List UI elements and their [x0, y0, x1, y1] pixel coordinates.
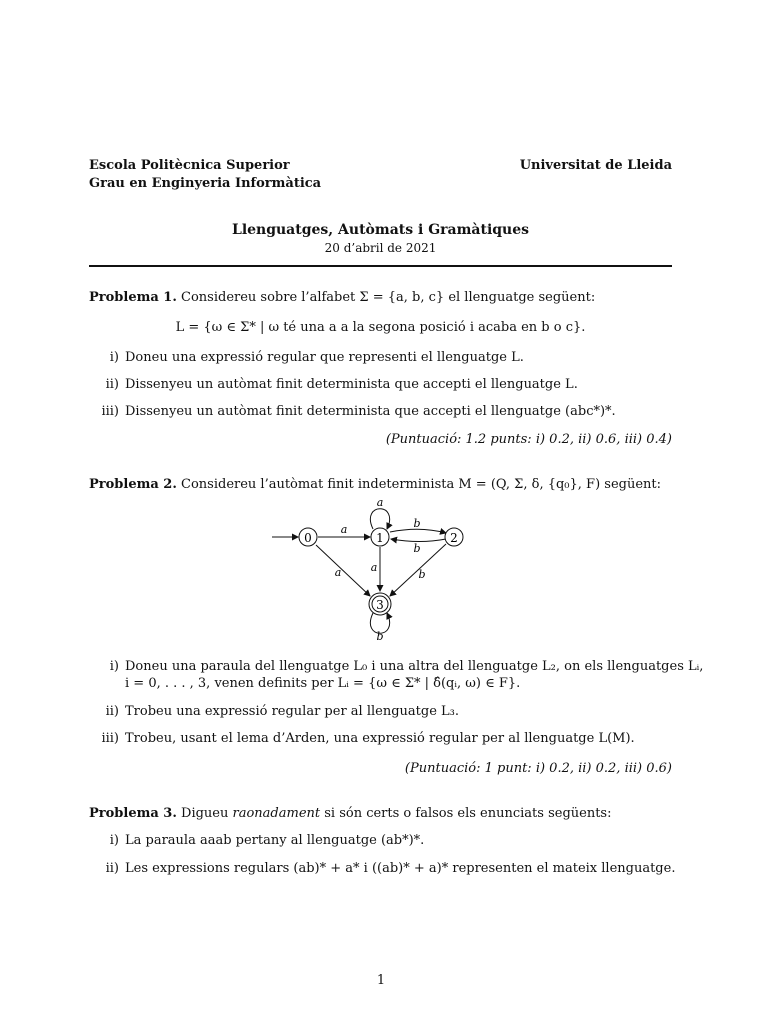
- p2-item-text: Trobeu una expressió regular per al llenguatge L₃.: [125, 704, 460, 719]
- edge-0-3: [316, 545, 370, 596]
- p2-item-text: Doneu una paraula del llenguatge L₀ i una altra del llenguatge L₂, on els llenguatges Lᵢ,: [125, 659, 704, 674]
- university-name: Universitat de Lleida: [519, 158, 672, 173]
- p2-item-num: i): [109, 659, 119, 674]
- p3-item-num: ii): [105, 861, 119, 876]
- problem3-statement: [89, 806, 612, 821]
- p2-item-text-cont: i = 0, . . . , 3, venen definits per Lᵢ = {ω ∈ Σ* | δ̂(qᵢ, ω) ∈ F}.: [125, 676, 521, 691]
- p1-item-text: Dissenyeu un autòmat finit determinista que accepti el llenguatge L.: [125, 377, 578, 392]
- p3-item-num: i): [109, 833, 119, 848]
- loop-1: [370, 509, 389, 529]
- edge-0-3-label: a: [334, 566, 342, 579]
- p3-item-text: La paraula aaab pertany al llenguatge (ab*)*.: [125, 833, 425, 848]
- problem3-intro-b: si són certs o falsos els enunciats següents:: [320, 806, 612, 821]
- course-title: Llenguatges, Autòmats i Gramàtiques: [231, 222, 530, 238]
- edge-2-1-label: b: [413, 542, 421, 555]
- automaton-diagram: [260, 492, 480, 647]
- problem1-intro: Considereu sobre l’alfabet Σ = {a, b, c} el llenguatge següent:: [181, 290, 596, 305]
- problem1-score: (Puntuació: 1.2 punts: i) 0.2, ii) 0.6, iii) 0.4): [385, 432, 672, 447]
- loop-1-label: a: [376, 496, 384, 509]
- problem2-label: Problema 2.: [89, 477, 177, 492]
- p1-item-text: Dissenyeu un autòmat finit determinista que accepti el llenguatge (abc*)*.: [125, 404, 616, 419]
- edge-2-3-label: b: [418, 568, 426, 581]
- state-3-label: 3: [376, 598, 384, 612]
- state-2-label: 2: [450, 531, 458, 545]
- p3-item-text: Les expressions regulars (ab)* + a* i ((ab)* + a)* representen el mateix llenguatge.: [125, 861, 676, 876]
- p1-item-text: Doneu una expressió regular que representi el llenguatge L.: [125, 350, 524, 365]
- problem1-statement: [89, 290, 595, 305]
- problem1-formula: L = {ω ∈ Σ* | ω té una a a la segona posició i acaba en b o c}.: [175, 320, 586, 335]
- problem3-label: Problema 3.: [89, 806, 177, 821]
- p1-item-num: i): [109, 350, 119, 365]
- p2-item-num: ii): [105, 704, 119, 719]
- edge-1-2-label: b: [413, 517, 421, 530]
- problem2-score: (Puntuació: 1 punt: i) 0.2, ii) 0.2, iii) 0.6): [404, 761, 672, 776]
- problem3-intro-emphasis: raonadament: [232, 806, 321, 821]
- problem1-label: Problema 1.: [89, 290, 177, 305]
- p2-item-text: Trobeu, usant el lema d’Arden, una expressió regular per al llenguatge L(M).: [125, 731, 635, 746]
- loop-3-label: b: [376, 630, 384, 643]
- exam-date: 20 d’abril de 2021: [324, 241, 437, 255]
- edge-0-1-label: a: [340, 523, 348, 536]
- edge-1-3-label: a: [370, 561, 378, 574]
- state-0-label: 0: [304, 531, 312, 545]
- p1-item-num: iii): [101, 404, 119, 419]
- problem2-intro: Considereu l’autòmat finit indeterminista M = (Q, Σ, δ, {q₀}, F) següent:: [181, 477, 661, 492]
- page-number: 1: [376, 973, 386, 988]
- p2-item-num: iii): [101, 731, 119, 746]
- problem3-intro-a: Digueu: [181, 806, 233, 821]
- state-1-label: 1: [376, 531, 384, 545]
- title-rule: [89, 265, 672, 267]
- degree-name: Grau en Enginyeria Informàtica: [89, 176, 322, 191]
- school-name: Escola Politècnica Superior: [89, 158, 290, 173]
- p1-item-num: ii): [105, 377, 119, 392]
- problem2-statement: [89, 477, 661, 492]
